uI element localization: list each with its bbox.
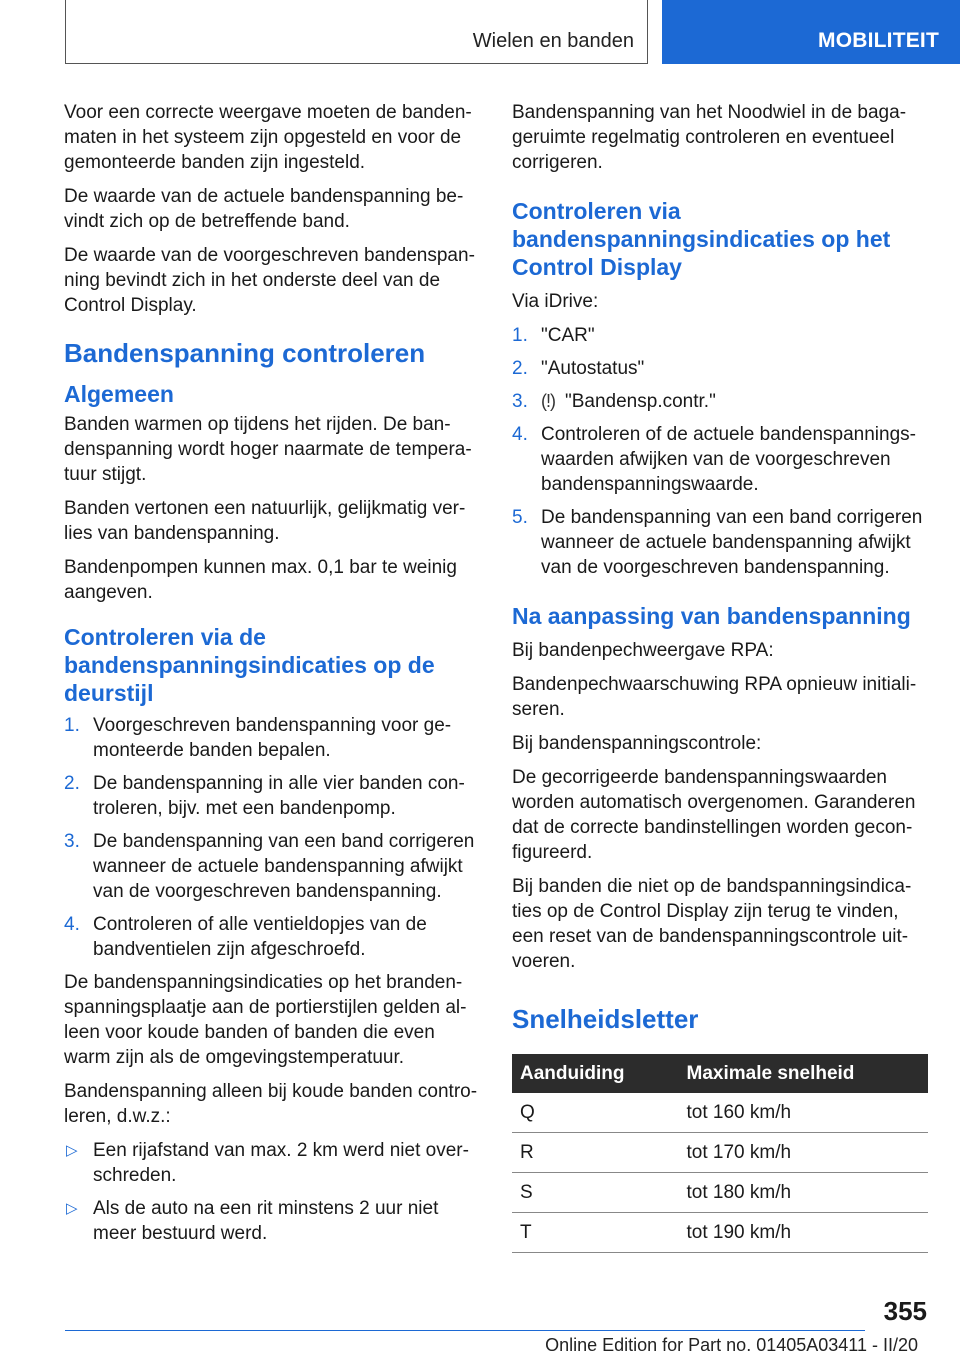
- display-steps-list: [512, 323, 928, 580]
- table-cell: tot 180 km/h: [675, 1173, 928, 1213]
- table-header-row: [512, 1054, 928, 1093]
- page-header: [65, 0, 960, 66]
- step-number: 3.: [512, 391, 528, 412]
- table-row: [512, 1093, 928, 1133]
- general-paragraph: Banden vertonen een natuurlijk, gelijkmatig verlies van bandenspanning.: [64, 498, 466, 544]
- step-text: Controleren of de actuele bandenspanningswaarden afwijken van de voorgeschreven bandenspanningswaarde.: [541, 424, 916, 495]
- page-number: 355: [883, 1296, 927, 1326]
- body-paragraph: Bandenpechwaarschuwing RPA opnieuw initialiseren.: [512, 674, 917, 720]
- step-text: De bandenspanning van een band corrigeren wanneer de actuele bandenspanning afwijkt van de voorgeschreven bandenspanning.: [541, 507, 923, 578]
- intro-paragraph: De waarde van de voorgeschreven bandenspanning bevindt zich in het onderste deel van de Control Display.: [64, 245, 475, 316]
- step-text: De bandenspanning in alle vier banden controleren, bijv. met een bandenpomp.: [93, 773, 465, 819]
- subheading-general: Algemeen: [64, 381, 174, 407]
- list-item: [64, 1196, 480, 1246]
- list-item: [512, 389, 928, 414]
- body-paragraph: Bij bandenpechweergave RPA:: [512, 640, 774, 661]
- table-row: [512, 1133, 928, 1173]
- list-item: [64, 912, 480, 962]
- table-cell: S: [512, 1173, 675, 1213]
- table-row: [512, 1213, 928, 1253]
- via-idrive-label: Via iDrive:: [512, 291, 599, 312]
- table-row: [512, 1173, 928, 1213]
- step-text: De bandenspanning van een band corrigeren wanneer de actuele bandenspanning afwijkt van de voorgeschreven bandenspanning.: [93, 831, 475, 902]
- list-item: [512, 323, 928, 348]
- table-cell: R: [512, 1133, 675, 1173]
- step-text: Controleren of alle ventieldopjes van de bandventielen zijn afgeschroefd.: [93, 914, 427, 960]
- door-steps-list: [64, 713, 480, 962]
- column-header: Aanduiding: [512, 1054, 675, 1093]
- intro-paragraph: Voor een correcte weergave moeten de bandenmaten in het systeem zijn opgesteld en voor de gemonteerde banden zijn ingesteld.: [64, 102, 472, 173]
- spare-wheel-paragraph: Bandenspanning van het Noodwiel in de bagageruimte regelmatig controleren en eventueel corrigeren.: [512, 102, 907, 173]
- step-number: 2.: [512, 358, 528, 379]
- bullet-text: Een rijafstand van max. 2 km werd niet overschreden.: [93, 1140, 469, 1186]
- body-paragraph: Bij bandenspanningscontrole:: [512, 733, 762, 754]
- tire-pressure-warning-icon: (!): [541, 391, 555, 411]
- table-cell: tot 190 km/h: [675, 1213, 928, 1253]
- table-cell: T: [512, 1213, 675, 1253]
- body-paragraph: Bandenspanning alleen bij koude banden controleren, d.w.z.:: [64, 1081, 478, 1127]
- list-item: [64, 1138, 480, 1188]
- list-item: [64, 771, 480, 821]
- step-text: Voorgeschreven bandenspanning voor gemonteerde banden bepalen.: [93, 715, 452, 761]
- subheading-after-adjust: Na aanpassing van bandenspanning: [512, 603, 911, 629]
- step-text: "Bandensp.contr.": [565, 391, 716, 412]
- list-item: [512, 356, 928, 381]
- step-number: 2.: [64, 773, 80, 794]
- step-text: "CAR": [541, 325, 595, 346]
- right-column: [512, 100, 928, 1253]
- general-paragraph: Bandenpompen kunnen max. 0,1 bar te weinig aangeven.: [64, 557, 457, 603]
- triangle-bullet-icon: ▷: [66, 1142, 78, 1159]
- body-paragraph: Bij banden die niet op de bandspanningsindicaties op de Control Display zijn terug te vinden, een reset van de bandenspanningscontrole uitvoeren.: [512, 876, 912, 972]
- step-number: 3.: [64, 831, 80, 852]
- table-cell: tot 160 km/h: [675, 1093, 928, 1133]
- left-column: [64, 100, 480, 1254]
- step-text: "Autostatus": [541, 358, 645, 379]
- list-item: [512, 505, 928, 580]
- step-number: 5.: [512, 507, 528, 528]
- cold-tire-bullets: [64, 1138, 480, 1246]
- section-title: Wielen en banden: [65, 0, 648, 64]
- footer-edition: Online Edition for Part no. 01405A03411 - II/20: [545, 1335, 918, 1355]
- bullet-text: Als de auto na een rit minstens 2 uur niet meer bestuurd werd.: [93, 1198, 439, 1244]
- step-number: 1.: [64, 715, 80, 736]
- step-number: 4.: [64, 914, 80, 935]
- list-item: [64, 829, 480, 904]
- body-paragraph: De bandenspanningsindicaties op het brandenspanningsplaatje aan de portierstijlen gelden alleen voor koude banden of banden die even warm zijn als de omgevingstemperatuur.: [64, 972, 467, 1068]
- body-paragraph: De gecorrigeerde bandenspanningswaarden worden automatisch overgenomen. Garanderen dat de correcte bandinstellingen worden geconfigureerd.: [512, 767, 916, 863]
- speed-rating-table: [512, 1054, 928, 1253]
- table-cell: Q: [512, 1093, 675, 1133]
- column-header: Maximale snelheid: [675, 1054, 928, 1093]
- table-cell: tot 170 km/h: [675, 1133, 928, 1173]
- chapter-tab: MOBILITEIT: [662, 0, 960, 64]
- step-number: 1.: [512, 325, 528, 346]
- section-heading-speed-letter: Snelheidsletter: [512, 1004, 699, 1034]
- subheading-door-pillar: Controleren via de bandenspanningsindicaties op de deurstijl: [64, 624, 435, 706]
- section-heading-check: Bandenspanning controleren: [64, 338, 426, 368]
- list-item: [64, 713, 480, 763]
- triangle-bullet-icon: ▷: [66, 1200, 78, 1217]
- subheading-control-display: Controleren via bandenspanningsindicaties op het Control Display: [512, 198, 891, 280]
- general-paragraph: Banden warmen op tijdens het rijden. De bandenspanning wordt hoger naarmate de temperatuur stijgt.: [64, 414, 472, 485]
- step-number: 4.: [512, 424, 528, 445]
- list-item: [512, 422, 928, 497]
- intro-paragraph: De waarde van de actuele bandenspanning bevindt zich op de betreffende band.: [64, 186, 464, 232]
